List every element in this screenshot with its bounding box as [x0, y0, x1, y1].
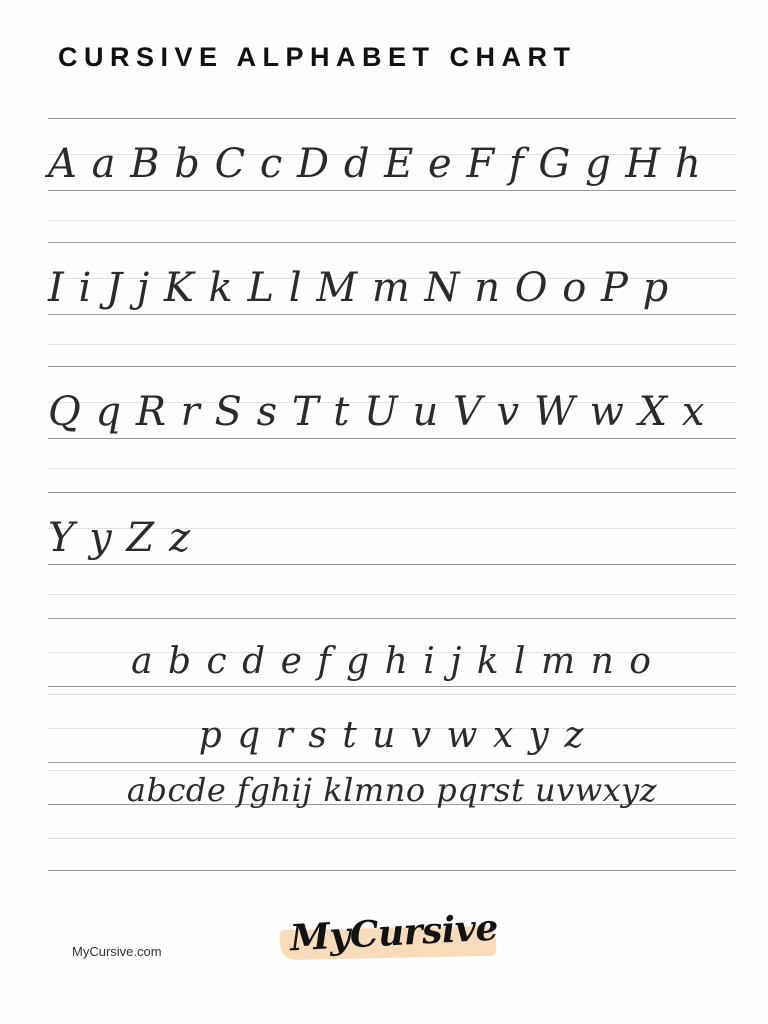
rule-line-top	[48, 366, 736, 367]
practice-band-3	[48, 366, 736, 476]
cursive-row-lowercase-groups: abcde fghij klmno pqrst uvwxyz	[126, 771, 658, 809]
practice-band-2	[48, 242, 736, 352]
rule-line-descender	[48, 344, 736, 345]
rule-line-descender	[48, 594, 736, 595]
rule-line-top	[48, 118, 736, 119]
cursive-row-uppercase-3: Q q R r S s T t U u V v W w X x	[48, 389, 706, 435]
page-title: CURSIVE ALPHABET CHART	[58, 42, 577, 72]
practice-band-6	[48, 694, 736, 770]
rule-line-bottom	[48, 870, 736, 871]
rule-line-base	[48, 686, 736, 687]
rule-line-top	[48, 242, 736, 243]
cursive-row-uppercase-2: I i J j K k L l M m N n O o P p	[48, 265, 670, 311]
rule-line-top	[48, 492, 736, 493]
practice-band-4	[48, 492, 736, 602]
footer-site-url[interactable]: MyCursive.com	[72, 944, 162, 959]
rule-line-base	[48, 314, 736, 315]
rule-line-top	[48, 694, 736, 695]
rule-line-base	[48, 762, 736, 763]
rule-line-base	[48, 190, 736, 191]
brand-logo	[262, 906, 512, 968]
practice-band-1	[48, 118, 736, 228]
rule-line-descender	[48, 468, 736, 469]
rule-line-base	[48, 564, 736, 565]
rule-line-base	[48, 438, 736, 439]
brand-wordmark: MyCursive	[289, 906, 499, 960]
rule-line-top	[48, 618, 736, 619]
cursive-row-lowercase-2: p q r s t u v w x y z	[198, 715, 586, 756]
cursive-row-lowercase-1: a b c d e f g h i j k l m n o	[131, 641, 653, 682]
practice-band-7	[48, 770, 736, 874]
rule-line-descender	[48, 220, 736, 221]
cursive-row-uppercase-1: A a B b C c D d E e F f G g H h	[48, 141, 702, 187]
practice-band-5	[48, 618, 736, 694]
rule-line-descender	[48, 838, 736, 839]
cursive-row-uppercase-4: Y y Z z	[48, 515, 192, 561]
